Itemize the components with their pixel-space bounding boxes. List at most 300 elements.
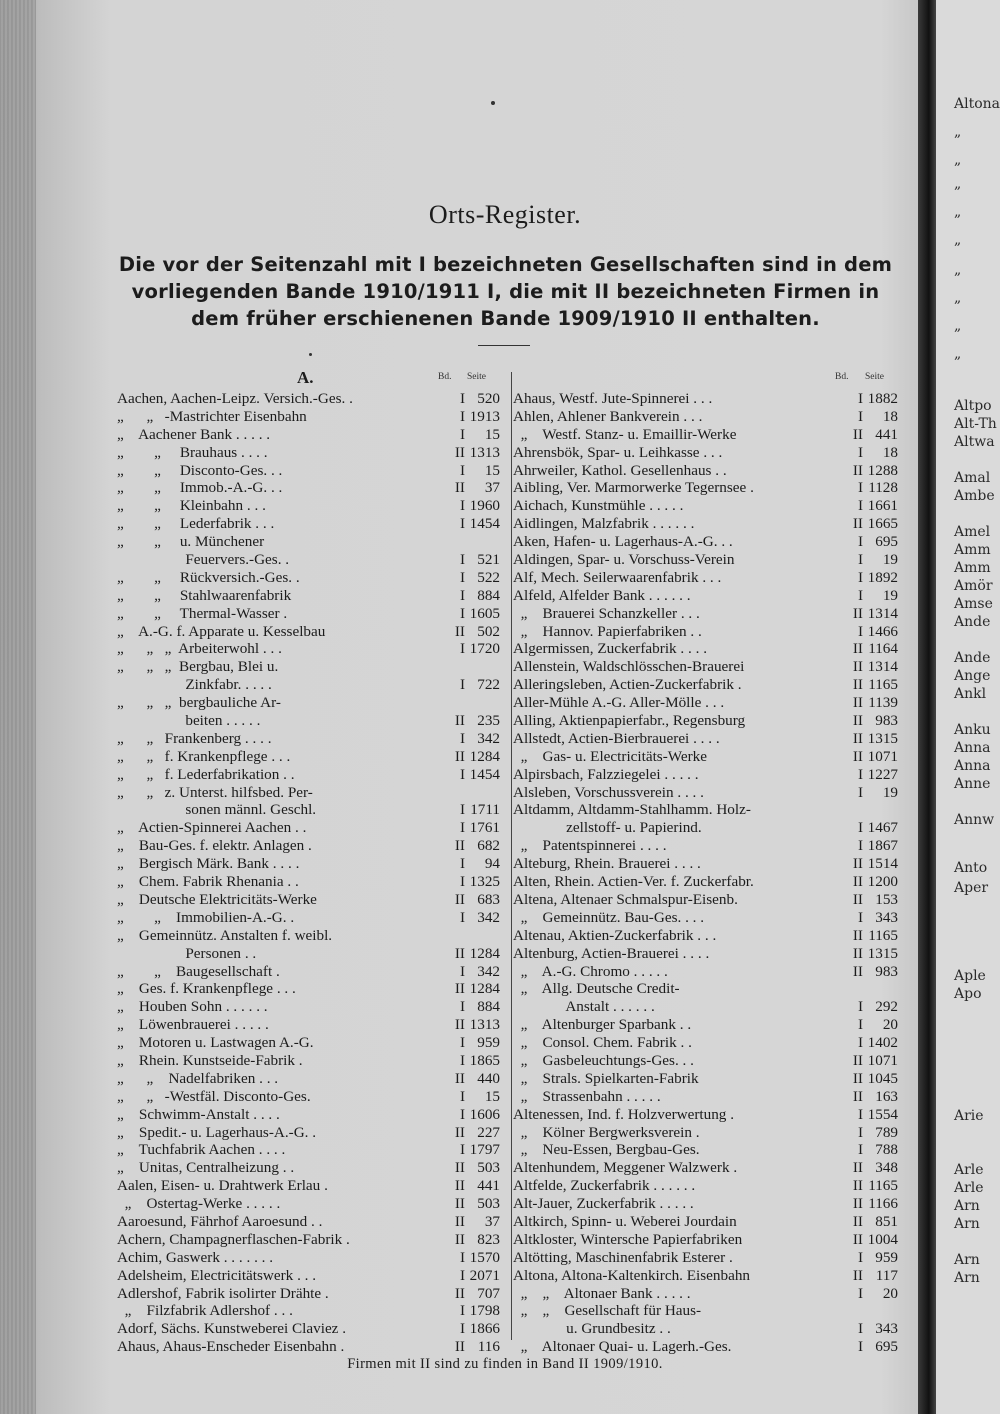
index-entry <box>117 390 507 408</box>
entry-page: 1071 <box>867 1051 898 1069</box>
index-entry <box>513 1213 905 1231</box>
entry-page: 1166 <box>868 1195 898 1213</box>
entry-band: I <box>459 998 465 1016</box>
index-entry <box>513 1016 905 1034</box>
entry-page: 983 <box>875 962 898 980</box>
fragment-text: Aper <box>954 880 989 896</box>
entry-name: Achim, Gaswerk . . . . . . . <box>117 1248 274 1266</box>
entry-page: 1606 <box>469 1105 500 1123</box>
index-entry <box>117 998 507 1016</box>
index-entry <box>513 462 905 480</box>
index-entry <box>513 1231 905 1249</box>
entry-page: 1797 <box>469 1141 500 1159</box>
index-entry <box>513 1106 905 1124</box>
index-entry <box>117 873 507 891</box>
entry-name: „ „ f. Krankenpflege . . . <box>117 747 291 765</box>
entry-page: 959 <box>477 1034 500 1052</box>
entry-band: II <box>852 855 863 873</box>
entry-band: I <box>857 1105 863 1123</box>
entry-page: 1570 <box>469 1248 500 1266</box>
index-entry <box>117 819 507 837</box>
entry-name: Alsleben, Vorschussverein . . . . <box>513 783 704 801</box>
entry-name: beiten . . . . . <box>117 712 261 730</box>
entry-name: „ Westf. Stanz- u. Emaillir-Werke <box>513 425 737 443</box>
entry-band: I <box>459 407 465 425</box>
entry-band: I <box>857 497 863 515</box>
fragment-text: Anku <box>954 722 991 738</box>
entry-name: Altenhundem, Meggener Walzwerk . <box>513 1159 738 1177</box>
entry-name: Adlershof, Fabrik isolirter Drähte . <box>117 1284 329 1302</box>
index-entry <box>117 1034 507 1052</box>
entry-name: „ „ Disconto-Ges. . . <box>117 461 283 479</box>
entry-name: „ „ Nadelfabriken . . . <box>117 1069 279 1087</box>
entry-page: 1865 <box>469 1051 500 1069</box>
entry-band: I <box>857 783 863 801</box>
entry-name: Allstedt, Actien-Bierbrauerei . . . . <box>513 729 720 747</box>
left-page-header: Seite <box>467 372 486 382</box>
entry-name: „ „ Immobilien-A.-G. . <box>117 908 295 926</box>
entry-name: Adelsheim, Electricitätswerk . . . <box>117 1266 317 1284</box>
fragment-text: Altona <box>954 96 1000 112</box>
entry-band: II <box>852 1195 863 1213</box>
entry-name: „ Tuchfabrik Aachen . . . . <box>117 1141 286 1159</box>
entry-name: Ahaus, Ahaus-Enscheder Eisenbahn . <box>117 1338 345 1356</box>
entry-name: u. Grundbesitz . . <box>513 1320 671 1338</box>
index-entry <box>117 1177 507 1195</box>
index-entry <box>117 1016 507 1034</box>
entry-page: 1454 <box>469 765 500 783</box>
entry-name: „ Bau-Ges. f. elektr. Anlagen . <box>117 837 312 855</box>
entry-page: 37 <box>484 1212 500 1230</box>
entry-page: 343 <box>875 1320 898 1338</box>
index-entry <box>513 712 905 730</box>
index-entry <box>117 694 507 712</box>
entry-band: II <box>852 425 863 443</box>
entry-band: I <box>857 1248 863 1266</box>
entry-band: I <box>857 765 863 783</box>
entry-band: I <box>857 1338 863 1356</box>
entry-band: I <box>857 837 863 855</box>
entry-band: I <box>459 819 465 837</box>
index-entry <box>513 873 905 891</box>
entry-band: II <box>454 837 465 855</box>
entry-band: I <box>459 962 465 980</box>
entry-page: 1554 <box>867 1105 898 1123</box>
entry-band: II <box>454 890 465 908</box>
page-subtitle: Die vor der Seitenzahl mit I bezeichneten Gesellschaften sind in dem vorliegenden Bande 1910/1911 I, die mit II bezeichneten Firmen in dem früher erschienenen Bande 1909/1910 II enthalten. <box>118 253 893 330</box>
entry-page: 502 <box>477 622 500 640</box>
entry-band: I <box>459 515 465 533</box>
entry-band: II <box>852 926 863 944</box>
index-entry <box>513 837 905 855</box>
entry-name: Altdamm, Altdamm-Stahlhamm. Holz- <box>513 801 751 819</box>
index-entry <box>117 515 507 533</box>
entry-band: I <box>459 908 465 926</box>
fragment-text: Arie <box>954 1108 984 1124</box>
index-entry <box>513 801 905 819</box>
entry-name: Altötting, Maschinenfabrik Esterer . <box>513 1248 733 1266</box>
entry-band: I <box>459 586 465 604</box>
entry-page: 342 <box>477 962 500 980</box>
entry-band: I <box>459 801 465 819</box>
index-entry <box>513 1052 905 1070</box>
entry-name: Alf, Mech. Seilerwaarenfabrik . . . <box>513 568 722 586</box>
entry-name: Aidlingen, Malzfabrik . . . . . . <box>513 515 695 533</box>
entry-page: 1325 <box>469 873 500 891</box>
entry-page: 117 <box>875 1266 898 1284</box>
index-entry <box>513 963 905 981</box>
entry-page: 1514 <box>867 855 898 873</box>
entry-name: „ Kölner Bergwerksverein . <box>513 1123 700 1141</box>
entry-band: II <box>454 1159 465 1177</box>
entry-page: 348 <box>875 1159 898 1177</box>
entry-page: 20 <box>882 1016 898 1034</box>
entry-name: „ Spedit.- u. Lagerhaus-A.-G. . <box>117 1123 317 1141</box>
entry-band: II <box>454 1177 465 1195</box>
fragment-text: Annw <box>954 812 995 828</box>
entry-page: 1866 <box>469 1320 500 1338</box>
entry-band: II <box>454 443 465 461</box>
fragment-text: Amel <box>954 524 991 540</box>
entry-name: „ „ Brauhaus . . . . <box>117 443 268 461</box>
entry-page: 1314 <box>867 604 898 622</box>
index-entry <box>117 784 507 802</box>
adjacent-page-fragment <box>936 0 1000 1414</box>
entry-band: II <box>454 1069 465 1087</box>
entry-band: II <box>852 1087 863 1105</box>
index-entry <box>117 408 507 426</box>
entry-name: Aaroesund, Fährhof Aaroesund . . <box>117 1212 323 1230</box>
entry-band: II <box>852 461 863 479</box>
index-entry <box>117 605 507 623</box>
index-entry <box>513 1034 905 1052</box>
index-entry <box>513 891 905 909</box>
entry-name: Alleringsleben, Actien-Zuckerfabrik . <box>513 676 742 694</box>
entry-band: I <box>857 1141 863 1159</box>
entry-page: 116 <box>477 1338 500 1356</box>
entry-page: 1605 <box>469 604 500 622</box>
entry-name: Aichach, Kunstmühle . . . . . <box>513 497 684 515</box>
index-entry <box>117 748 507 766</box>
fragment-text: Apo <box>954 986 982 1002</box>
entry-page: 440 <box>477 1069 500 1087</box>
index-entry <box>117 1338 507 1356</box>
entry-band: I <box>857 819 863 837</box>
index-entry <box>117 909 507 927</box>
entry-name: „ Bergisch Märk. Bank . . . . <box>117 855 300 873</box>
index-entry <box>117 1213 507 1231</box>
entry-name: zellstoff- u. Papierind. <box>513 819 702 837</box>
fragment-text: Amal <box>954 470 991 486</box>
entry-name: Ahrweiler, Kathol. Gesellenhaus . . <box>513 461 727 479</box>
index-entry <box>117 587 507 605</box>
entry-band: I <box>857 551 863 569</box>
entry-page: 1284 <box>469 747 500 765</box>
entry-page: 1071 <box>867 747 898 765</box>
entry-band: II <box>852 640 863 658</box>
entry-page: 1227 <box>867 765 898 783</box>
entry-page: 235 <box>477 712 500 730</box>
entry-band: II <box>454 747 465 765</box>
entry-page: 1867 <box>867 837 898 855</box>
entry-page: 1045 <box>867 1069 898 1087</box>
fragment-text: Ambe <box>954 488 995 504</box>
index-entry <box>513 605 905 623</box>
entry-band: II <box>454 1338 465 1356</box>
entry-name: Aachen, Aachen-Leipz. Versich.-Ges. . <box>117 390 353 407</box>
entry-page: 503 <box>477 1195 500 1213</box>
entry-name: Altenau, Aktien-Zuckerfabrik . . . <box>513 926 717 944</box>
index-entry <box>117 658 507 676</box>
entry-name: „ Aachener Bank . . . . . <box>117 425 271 443</box>
entry-page: 1882 <box>867 390 898 407</box>
entry-name: „ „ Frankenberg . . . . <box>117 729 272 747</box>
index-entry <box>513 408 905 426</box>
index-entry <box>117 927 507 945</box>
right-index-column <box>513 390 905 1356</box>
fragment-text: Anne <box>954 776 991 792</box>
entry-page: 2071 <box>469 1266 500 1284</box>
entry-name: Zinkfabr. . . . . <box>117 676 272 694</box>
entry-page: 884 <box>477 586 500 604</box>
entry-name: „ Strals. Spielkarten-Fabrik <box>513 1069 699 1087</box>
index-entry <box>513 980 905 998</box>
entry-name: Adorf, Sächs. Kunstweberei Claviez . <box>117 1320 347 1338</box>
entry-band: I <box>857 586 863 604</box>
entry-band: I <box>459 1141 465 1159</box>
entry-page: 683 <box>477 890 500 908</box>
fragment-text: „ <box>954 346 962 362</box>
entry-page: 94 <box>484 855 500 873</box>
column-divider <box>511 372 512 1340</box>
entry-name: „ Chem. Fabrik Rhenania . . <box>117 873 299 891</box>
entry-page: 884 <box>477 998 500 1016</box>
fragment-text: „ <box>954 290 962 306</box>
index-entry <box>117 497 507 515</box>
index-entry <box>513 1285 905 1303</box>
index-entry <box>117 945 507 963</box>
index-entry <box>513 730 905 748</box>
entry-page: 1467 <box>867 819 898 837</box>
index-entry <box>117 1195 507 1213</box>
index-entry <box>117 640 507 658</box>
index-entry <box>513 1159 905 1177</box>
index-entry <box>513 515 905 533</box>
fragment-text: „ <box>954 204 962 220</box>
entry-page: 1288 <box>867 461 898 479</box>
entry-name: „ „ „ bergbauliche Ar- <box>117 694 281 712</box>
ink-speck <box>491 101 495 105</box>
index-entry <box>513 1320 905 1338</box>
entry-band: II <box>454 1016 465 1034</box>
entry-band: II <box>454 622 465 640</box>
title-divider <box>478 345 530 346</box>
index-entry <box>513 569 905 587</box>
entry-name: „ Schwimm-Anstalt . . . . <box>117 1105 280 1123</box>
entry-band: I <box>857 1320 863 1338</box>
index-entry <box>513 998 905 1016</box>
entry-page: 1665 <box>867 515 898 533</box>
index-entry <box>117 712 507 730</box>
entry-page: 1315 <box>867 944 898 962</box>
index-entry <box>117 766 507 784</box>
entry-page: 153 <box>875 890 898 908</box>
entry-page: 342 <box>477 908 500 926</box>
entry-band: I <box>459 568 465 586</box>
entry-name: Altenburg, Actien-Brauerei . . . . <box>513 944 710 962</box>
entry-name: „ „ u. Münchener <box>117 533 265 551</box>
entry-page: 292 <box>875 998 898 1016</box>
index-entry <box>117 1124 507 1142</box>
entry-name: Altfelde, Zuckerfabrik . . . . . . <box>513 1177 696 1195</box>
entry-name: Altena, Altenaer Schmalspur-Eisenb. <box>513 890 738 908</box>
entry-page: 1200 <box>867 873 898 891</box>
entry-page: 37 <box>484 479 500 497</box>
index-entry <box>117 623 507 641</box>
entry-name: „ Altenburger Sparbank . . <box>513 1016 692 1034</box>
index-entry <box>117 980 507 998</box>
index-entry <box>513 1249 905 1267</box>
ink-speck <box>309 353 312 356</box>
entry-name: „ „ -Mastrichter Eisenbahn <box>117 407 307 425</box>
entry-band: II <box>454 1230 465 1248</box>
entry-page: 1284 <box>469 944 500 962</box>
entry-band: I <box>857 479 863 497</box>
entry-name: „ „ Altonaer Bank . . . . . <box>513 1284 691 1302</box>
entry-band: II <box>852 694 863 712</box>
entry-band: I <box>459 1034 465 1052</box>
entry-name: „ „ Thermal-Wasser . <box>117 604 288 622</box>
entry-name: „ Löwenbrauerei . . . . . <box>117 1016 269 1034</box>
entry-band: II <box>852 1266 863 1284</box>
fragment-text: Ande <box>954 650 991 666</box>
index-entry <box>513 748 905 766</box>
entry-name: „ „ Kleinbahn . . . <box>117 497 266 515</box>
fragment-text: „ <box>954 262 962 278</box>
index-entry <box>513 533 905 551</box>
index-entry <box>513 479 905 497</box>
entry-page: 521 <box>477 551 500 569</box>
entry-name: „ Unitas, Centralheizung . . <box>117 1159 295 1177</box>
fragment-text: Arle <box>954 1162 984 1178</box>
entry-name: Ahaus, Westf. Jute-Spinnerei . . . <box>513 390 713 407</box>
entry-name: „ Allg. Deutsche Credit- <box>513 980 680 998</box>
index-entry <box>513 927 905 945</box>
fragment-text: Aple <box>954 968 986 984</box>
entry-name: „ Actien-Spinnerei Aachen . . <box>117 819 307 837</box>
index-entry <box>117 1302 507 1320</box>
entry-band: I <box>857 443 863 461</box>
entry-page: 1960 <box>469 497 500 515</box>
entry-band: II <box>852 1212 863 1230</box>
entry-band: II <box>852 1069 863 1087</box>
entry-band: II <box>454 479 465 497</box>
entry-band: I <box>857 1123 863 1141</box>
entry-page: 959 <box>875 1248 898 1266</box>
fragment-text: „ <box>954 124 962 140</box>
fragment-text: Amör <box>954 578 993 594</box>
entry-page: 19 <box>882 586 898 604</box>
fragment-text: Arle <box>954 1180 984 1196</box>
entry-name: Personen . . <box>117 944 257 962</box>
index-entry <box>117 533 507 551</box>
index-entry <box>117 1159 507 1177</box>
fragment-text: Amse <box>954 596 993 612</box>
entry-name: Alfeld, Alfelder Bank . . . . . . <box>513 586 691 604</box>
entry-band: I <box>459 1320 465 1338</box>
entry-band: I <box>857 568 863 586</box>
entry-band: I <box>459 551 465 569</box>
entry-page: 788 <box>875 1141 898 1159</box>
index-entry <box>513 1177 905 1195</box>
entry-band: II <box>852 658 863 676</box>
entry-band: II <box>454 1123 465 1141</box>
entry-name: Anstalt . . . . . . <box>513 998 655 1016</box>
entry-page: 695 <box>875 533 898 551</box>
entry-name: „ Deutsche Elektricitäts-Werke <box>117 890 317 908</box>
entry-name: „ „ Gesellschaft für Haus- <box>513 1302 702 1320</box>
entry-band: I <box>459 873 465 891</box>
entry-page: 15 <box>484 1087 500 1105</box>
fragment-text: „ <box>954 152 962 168</box>
entry-page: 1313 <box>469 443 500 461</box>
entry-band: I <box>459 497 465 515</box>
index-entry <box>513 623 905 641</box>
entry-name: „ Houben Sohn . . . . . . <box>117 998 268 1016</box>
entry-page: 823 <box>477 1230 500 1248</box>
fragment-text: Altpo <box>954 398 992 414</box>
entry-band: II <box>852 747 863 765</box>
index-entry <box>117 1106 507 1124</box>
entry-page: 1466 <box>867 622 898 640</box>
entry-band: II <box>852 1051 863 1069</box>
entry-name: „ Ges. f. Krankenpflege . . . <box>117 980 296 998</box>
entry-name: Aalen, Eisen- u. Drahtwerk Erlau . <box>117 1177 328 1195</box>
entry-name: Alpirsbach, Falzziegelei . . . . . <box>513 765 699 783</box>
index-entry <box>117 569 507 587</box>
entry-name: Ahrensbök, Spar- u. Leihkasse . . . <box>513 443 723 461</box>
entry-page: 19 <box>882 551 898 569</box>
entry-band: I <box>459 1051 465 1069</box>
index-entry <box>513 444 905 462</box>
entry-page: 1913 <box>469 407 500 425</box>
fragment-text: Arn <box>954 1270 980 1286</box>
entry-band: I <box>857 1034 863 1052</box>
entry-page: 1402 <box>867 1034 898 1052</box>
entry-band: II <box>454 712 465 730</box>
entry-band: I <box>459 461 465 479</box>
fragment-text: Anna <box>954 758 991 774</box>
index-entry <box>117 801 507 819</box>
entry-page: 1165 <box>868 676 898 694</box>
entry-name: „ „ f. Lederfabrikation . . <box>117 765 295 783</box>
index-entry <box>117 1088 507 1106</box>
entry-page: 522 <box>477 568 500 586</box>
entry-name: Aibling, Ver. Marmorwerke Tegernsee . <box>513 479 754 497</box>
entry-name: „ A.-G. f. Apparate u. Kesselbau <box>117 622 326 640</box>
index-entry <box>117 676 507 694</box>
entry-band: II <box>852 604 863 622</box>
entry-page: 983 <box>875 712 898 730</box>
index-entry <box>513 551 905 569</box>
entry-name: „ Gemeinnütz. Bau-Ges. . . . <box>513 908 705 926</box>
index-entry <box>117 1320 507 1338</box>
entry-page: 1313 <box>469 1016 500 1034</box>
entry-page: 18 <box>882 407 898 425</box>
entry-page: 695 <box>875 1338 898 1356</box>
fragment-text: „ <box>954 232 962 248</box>
entry-page: 1164 <box>868 640 898 658</box>
